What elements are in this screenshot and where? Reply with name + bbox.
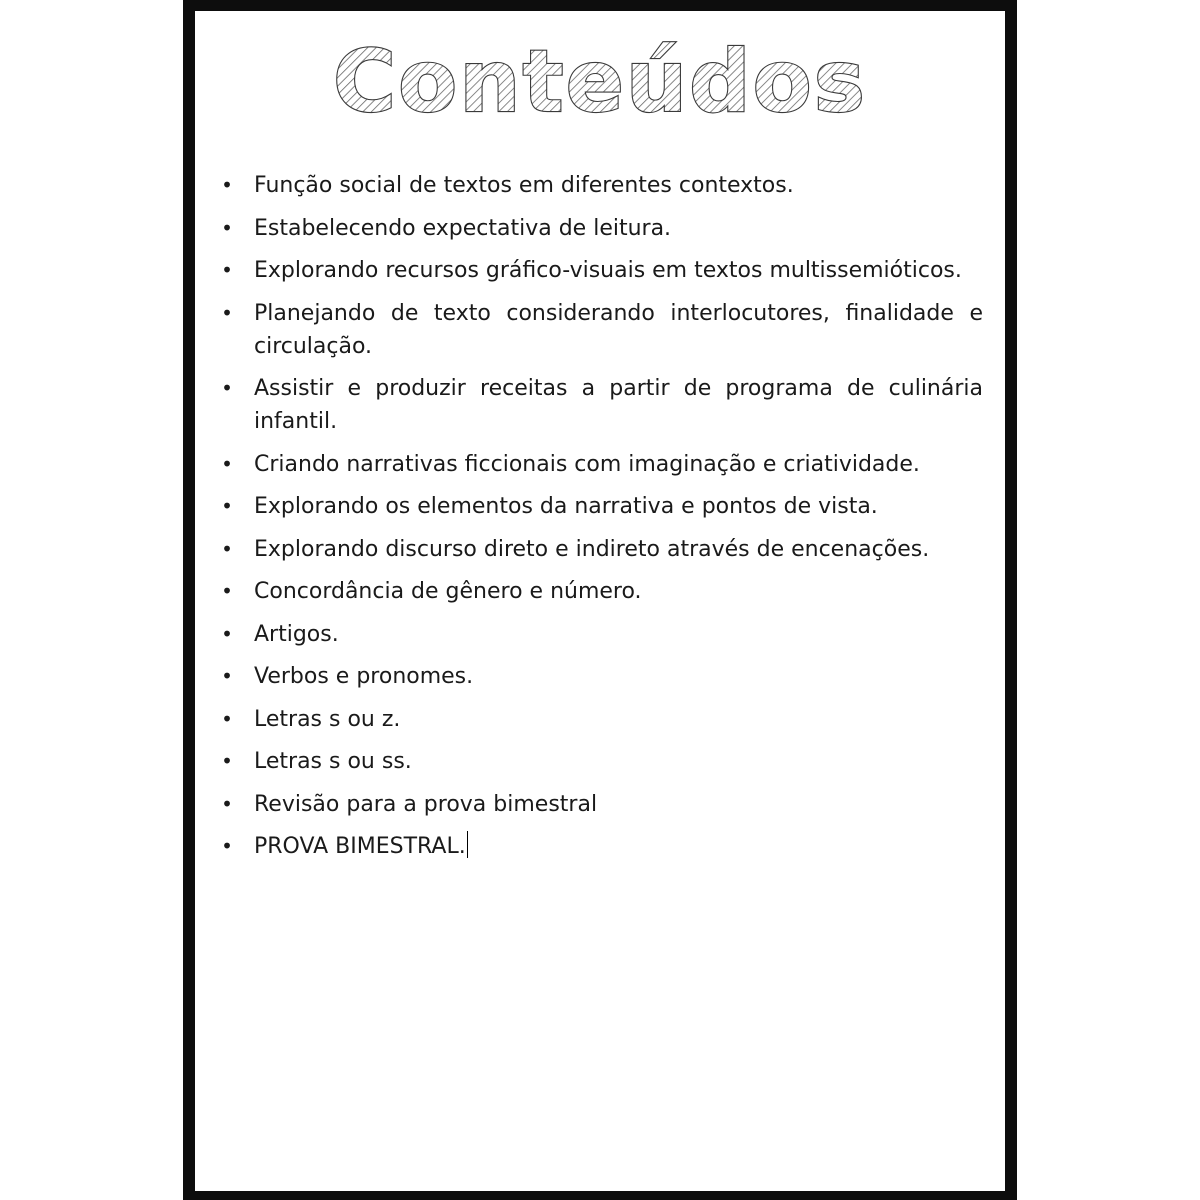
list-item-text: Explorando discurso direto e indireto através de encenações. (254, 536, 930, 562)
bullet-icon: • (221, 215, 233, 240)
page-title: Conteúdos (333, 33, 867, 132)
list-item-text: Letras s ou ss. (254, 749, 412, 774)
content-list (221, 169, 983, 873)
list-item (221, 703, 983, 736)
bullet-icon: • (221, 834, 233, 858)
text-caret (467, 831, 468, 858)
list-item-text: Criando narrativas ficcionais com imaginação e criatividade. (254, 451, 920, 477)
list-item-text: Explorando recursos gráfico-visuais em textos multissemióticos. (254, 258, 962, 283)
list-item-text: Artigos. (254, 621, 339, 647)
list-item-text: PROVA BIMESTRAL. (254, 834, 466, 859)
bullet-icon: • (221, 706, 233, 731)
bullet-icon: • (221, 300, 233, 325)
list-item-text: Revisão para a prova bimestral (254, 791, 598, 817)
bullet-icon: • (221, 579, 233, 603)
list-item (221, 372, 983, 438)
bullet-icon: • (221, 791, 233, 816)
page-title-graphic (195, 33, 1005, 133)
list-item (221, 618, 983, 651)
list-item-text: Assistir e produzir receitas a partir de programa de culinária infantil. (254, 376, 983, 434)
list-item (221, 830, 983, 863)
list-item (221, 788, 983, 821)
list-item (221, 169, 983, 202)
list-item (221, 297, 983, 363)
bullet-icon: • (221, 376, 233, 400)
list-item-text: Estabelecendo expectativa de leitura. (254, 215, 672, 241)
document-frame (183, 0, 1017, 1200)
bullet-icon: • (221, 173, 233, 197)
bullet-icon: • (221, 749, 233, 773)
document-page[interactable] (195, 11, 1005, 1191)
list-item (221, 575, 983, 608)
list-item-text: Explorando os elementos da narrativa e pontos de vista. (254, 494, 878, 519)
list-item-text: Verbos e pronomes. (254, 664, 474, 689)
list-item-text: Planejando de texto considerando interlocutores, finalidade e circulação. (254, 300, 983, 359)
list-item (221, 745, 983, 778)
title-area (195, 33, 1005, 133)
list-item-text: Função social de textos em diferentes contextos. (254, 173, 794, 198)
bullet-icon: • (221, 258, 233, 282)
bullet-icon: • (221, 621, 233, 646)
list-item (221, 490, 983, 523)
list-item-text: Letras s ou z. (254, 706, 401, 732)
list-item (221, 448, 983, 481)
bullet-icon: • (221, 451, 233, 476)
bullet-icon: • (221, 494, 233, 518)
list-item (221, 254, 983, 287)
list-item (221, 660, 983, 693)
bullet-icon: • (221, 664, 233, 688)
bullet-icon: • (221, 536, 233, 561)
list-item-text: Concordância de gênero e número. (254, 579, 642, 604)
list-item (221, 533, 983, 566)
list-item (221, 212, 983, 245)
